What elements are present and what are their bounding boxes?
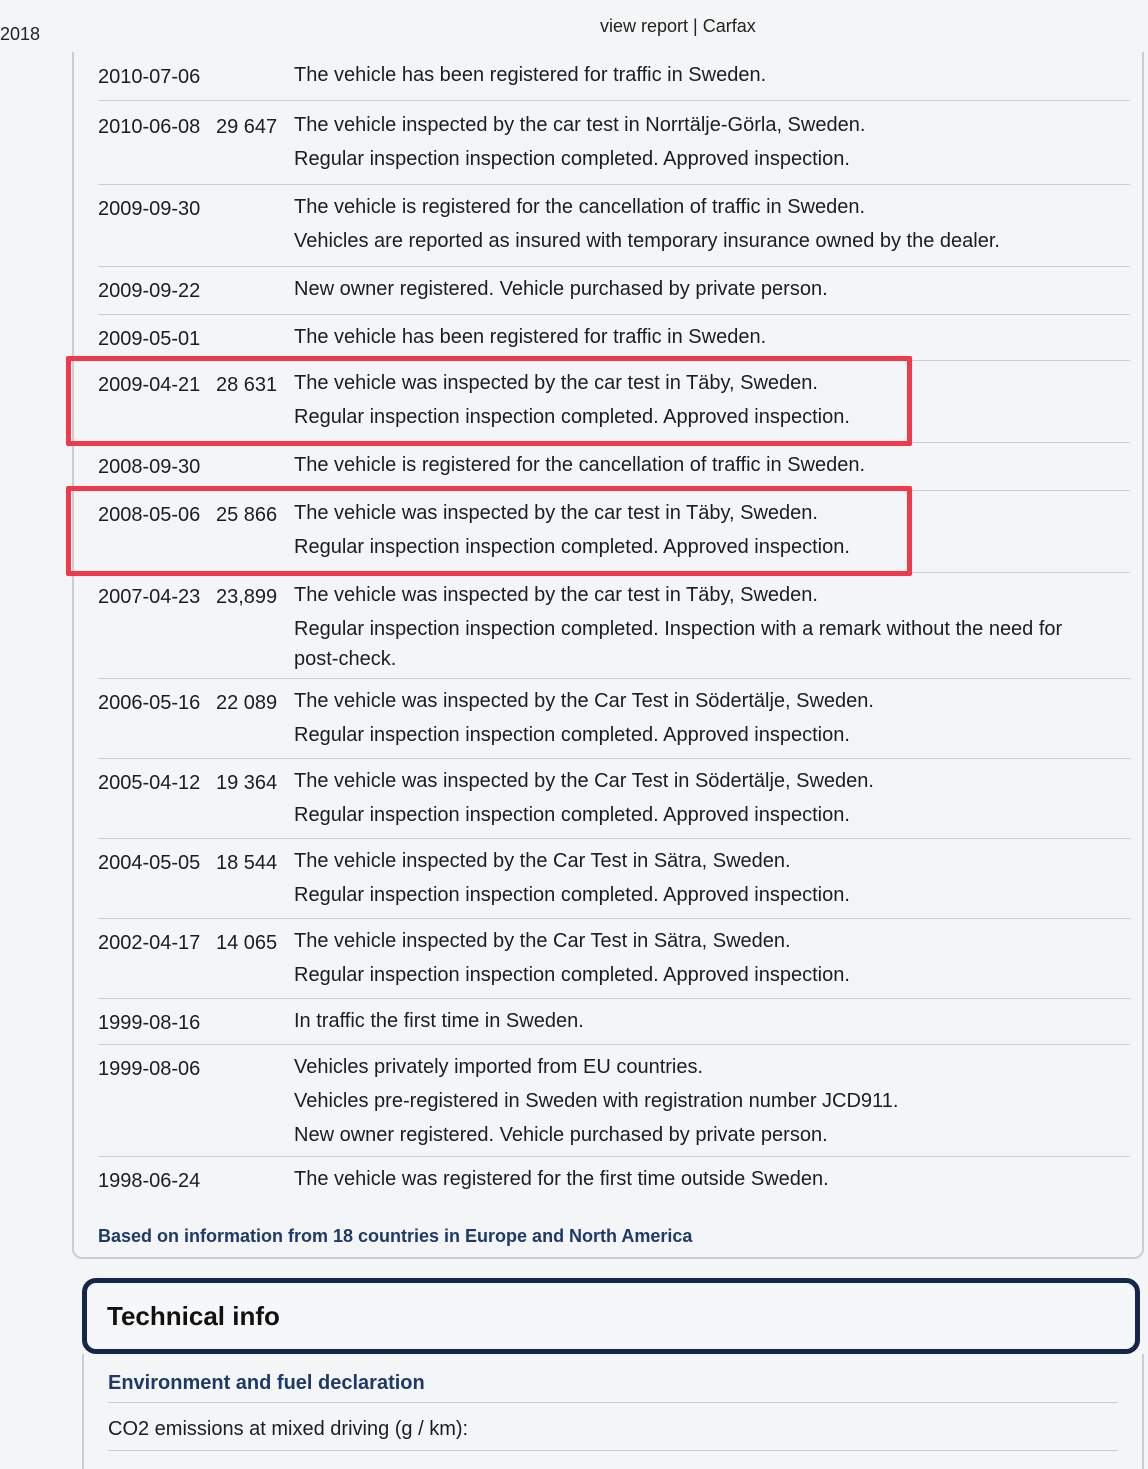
history-row [98, 1156, 1130, 1216]
history-description [294, 190, 1114, 258]
history-description [294, 924, 1114, 992]
history-mileage: 28 631 [216, 374, 278, 396]
history-date: 2005-04-12 [98, 772, 201, 794]
history-date: 2010-06-08 [98, 116, 201, 138]
history-date: 1999-08-06 [98, 1058, 201, 1080]
highlight-box [66, 356, 912, 446]
history-date: 2007-04-23 [98, 586, 201, 608]
history-description-line: The vehicle was inspected by the car test in Täby, Sweden. [294, 372, 818, 394]
divider [108, 1402, 1118, 1403]
highlight-box [66, 486, 912, 576]
page-year: 2018 [0, 24, 41, 44]
history-description-line: Vehicles are reported as insured with temporary insurance owned by the dealer. [294, 230, 1000, 252]
technical-info-header [82, 1278, 1140, 1354]
vehicle-history-table [72, 52, 1144, 1259]
history-date: 2004-05-05 [98, 852, 201, 874]
history-description-line: The vehicle is registered for the cancellation of traffic in Sweden. [294, 196, 866, 218]
history-description-line: Regular inspection inspection completed. Approved inspection. [294, 148, 850, 170]
history-description-line: The vehicle inspected by the Car Test in Sätra, Sweden. [294, 850, 791, 872]
history-date: 2009-09-30 [98, 198, 201, 220]
history-mileage: 18 544 [216, 852, 278, 874]
history-row [98, 52, 1130, 101]
history-description-line: post-check. [294, 648, 397, 670]
history-description [294, 1162, 1114, 1196]
history-row [98, 442, 1130, 491]
history-description-line: New owner registered. Vehicle purchased by private person. [294, 278, 828, 300]
history-date: 2009-05-01 [98, 328, 201, 350]
history-mileage: 14 065 [216, 932, 278, 954]
history-description-line: Regular inspection inspection completed. Approved inspection. [294, 536, 850, 558]
history-description-line: Regular inspection inspection completed. Approved inspection. [294, 884, 850, 906]
environment-section-title: Environment and fuel declaration [108, 1372, 425, 1394]
history-description-line: The vehicle was inspected by the Car Test in Södertälje, Sweden. [294, 690, 874, 712]
history-mileage: 29 647 [216, 116, 278, 138]
history-date: 1998-06-24 [98, 1170, 201, 1192]
history-date: 2009-09-22 [98, 280, 201, 302]
history-row [98, 314, 1130, 361]
history-date: 2002-04-17 [98, 932, 201, 954]
history-row [98, 102, 1130, 185]
history-description [294, 1050, 1114, 1152]
history-description-line: The vehicle was inspected by the Car Test in Södertälje, Sweden. [294, 770, 874, 792]
history-date: 2006-05-16 [98, 692, 201, 714]
history-mileage: 19 364 [216, 772, 278, 794]
history-description [294, 844, 1114, 912]
history-description [294, 1004, 1114, 1038]
co2-emissions-label: CO2 emissions at mixed driving (g / km): [108, 1418, 469, 1440]
history-description-line: Regular inspection inspection completed. Approved inspection. [294, 406, 850, 428]
history-description-line: The vehicle was registered for the first time outside Sweden. [294, 1168, 829, 1190]
history-description-line: The vehicle has been registered for traffic in Sweden. [294, 326, 767, 348]
history-row [98, 838, 1130, 919]
history-description [294, 320, 1114, 354]
history-date: 2010-07-06 [98, 66, 201, 88]
history-mileage: 25 866 [216, 504, 278, 526]
history-description-line: Vehicles privately imported from EU countries. [294, 1056, 704, 1078]
history-description-line: Regular inspection inspection completed. Approved inspection. [294, 964, 850, 986]
history-row [98, 918, 1130, 999]
history-description-line: The vehicle is registered for the cancellation of traffic in Sweden. [294, 454, 866, 476]
divider [108, 1450, 1118, 1451]
history-description-line: The vehicle has been registered for traffic in Sweden. [294, 64, 767, 86]
history-row [98, 758, 1130, 839]
history-mileage: 22 089 [216, 692, 278, 714]
history-description-line: The vehicle was inspected by the car test in Täby, Sweden. [294, 584, 818, 606]
history-date: 2008-05-06 [98, 504, 201, 526]
history-description-line: Regular inspection inspection completed. Inspection with a remark without the need for [294, 618, 1063, 640]
history-description [294, 578, 1114, 673]
history-row [98, 572, 1130, 679]
history-row [98, 266, 1130, 315]
technical-info-panel [82, 1354, 1144, 1469]
history-date: 2008-09-30 [98, 456, 201, 478]
history-description-line: New owner registered. Vehicle purchased by private person. [294, 1124, 828, 1146]
history-description [294, 272, 1114, 306]
history-description-line: Regular inspection inspection completed. Approved inspection. [294, 804, 850, 826]
history-description-line: The vehicle inspected by the car test in Norrtälje-Görla, Sweden. [294, 114, 866, 136]
history-row [98, 184, 1130, 267]
history-row [98, 678, 1130, 759]
history-description-line: The vehicle inspected by the Car Test in Sätra, Sweden. [294, 930, 791, 952]
history-description [294, 684, 1114, 752]
history-row [98, 998, 1130, 1045]
history-row [98, 1044, 1130, 1157]
source-footnote: Based on information from 18 countries in Europe and North America [98, 1226, 693, 1246]
history-description [294, 58, 1114, 92]
history-description-line: Vehicles pre-registered in Sweden with registration number JCD911. [294, 1090, 899, 1112]
history-mileage: 23,899 [216, 586, 278, 608]
history-description-line: The vehicle was inspected by the car test in Täby, Sweden. [294, 502, 818, 524]
technical-info-title: Technical info [107, 1301, 280, 1331]
history-description-line: Regular inspection inspection completed. Approved inspection. [294, 724, 850, 746]
page-header: view report | Carfax [600, 16, 756, 36]
history-date: 1999-08-16 [98, 1012, 201, 1034]
history-description [294, 764, 1114, 832]
history-description [294, 108, 1114, 176]
history-date: 2009-04-21 [98, 374, 201, 396]
history-description-line: In traffic the first time in Sweden. [294, 1010, 584, 1032]
history-description [294, 448, 1114, 482]
